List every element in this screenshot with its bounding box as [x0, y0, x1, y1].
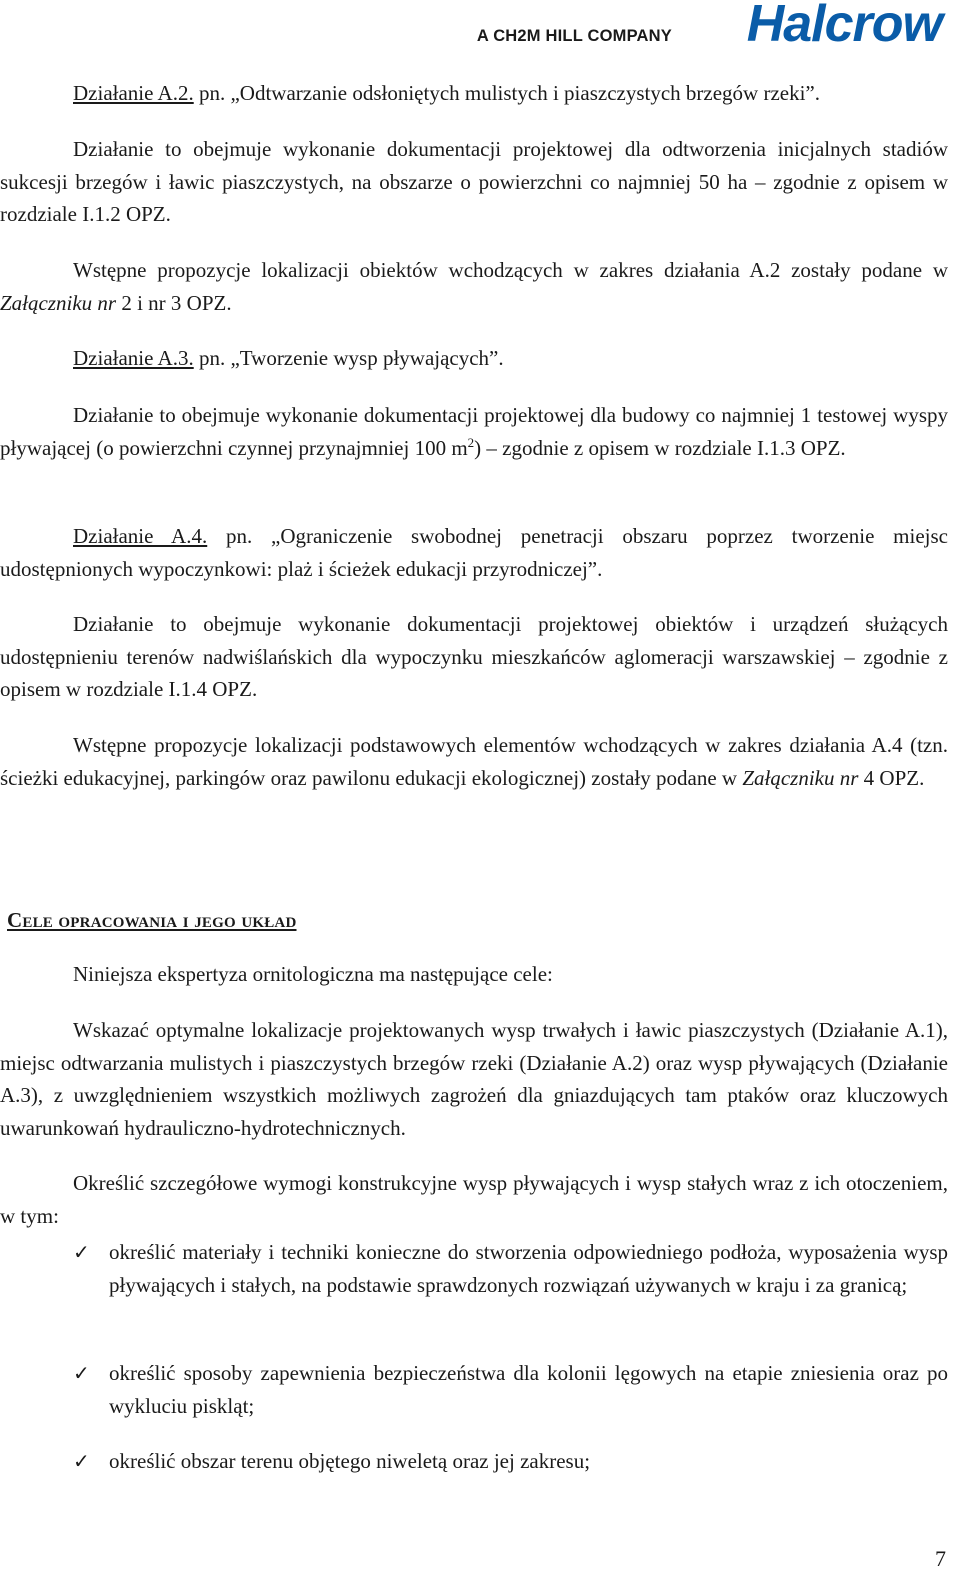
check-mark-icon: ✓ [73, 1361, 90, 1385]
action-a4-description: Działanie to obejmuje wykonanie dokumentacji projektowej obiektów i urządzeń służących udostępnieniu terenów nadwiślańskich dla wypoczynku mieszkańców aglomeracji warszawskiej – zgodnie z opisem w rozdziale I.1.4 OPZ. [0, 612, 948, 701]
halcrow-logo: Halcrow [746, 0, 942, 53]
action-a2-name: pn. „Odtwarzanie odsłoniętych mulistych i piaszczystych brzegów rzeki”. [193, 81, 821, 105]
action-a4-locations: Wstępne propozycje lokalizacji podstawowych elementów wchodzących w zakres działania A.4 (tzn. ścieżki edukacyjnej, parkingów oraz pawilonu edukacji ekologicznej) zostały podane w Załączniku nr 4 OPZ. [0, 733, 948, 790]
action-a4-name: pn. „Ograniczenie swobodnej penetracji obszaru poprzez tworzenie miejsc udostępnionych wypoczynkowi: plaż i ścieżek edukacji przyrodniczej”. [0, 524, 948, 581]
action-a3-description: Działanie to obejmuje wykonanie dokumentacji projektowej dla budowy co najmniej 1 testowej wyspy pływającej (o powierzchni czynnej przynajmniej 100 $m^2$) – zgodnie z opisem w rozdziale I.1.3 OPZ. [0, 403, 948, 460]
list-item-text: określić materiały i techniki konieczne do stworzenia odpowiedniego podłoża, wyposażenia wysp pływających i stałych, na podstawie sprawdzonych rozwiązań używanych w kraju i za granicą; [109, 1240, 948, 1297]
check-mark-icon: ✓ [73, 1240, 90, 1264]
attachment-ref: Załączniku nr [0, 290, 117, 315]
attachment-ref: Załączniku nr [742, 765, 859, 790]
action-a2-title [73, 77, 948, 110]
action-a3-label: Działanie A.3. [73, 346, 194, 370]
check-mark-icon: ✓ [73, 1449, 90, 1473]
action-a2-label: Działanie A.2. [73, 81, 194, 105]
goal-1: Wskazać optymalne lokalizacje projektowanych wysp trwałych i ławic piaszczystych (Działanie A.1), miejsc odtwarzania mulistych i piaszczystych brzegów rzeki (Działanie A.2) oraz wysp pływających (Działanie A.3), z uwzględnieniem wszystkich możliwych zagrożeń dla gniazdujących tam ptaków oraz kluczowych uwarunkowań hydrauliczno-hydrotechnicznych. [0, 1018, 948, 1140]
company-tagline: A CH2M HILL COMPANY [476, 27, 672, 45]
page-header [428, 0, 948, 52]
action-a4-label: Działanie A.4. [73, 524, 208, 548]
action-a4-title [0, 520, 948, 585]
action-a2-description: Działanie to obejmuje wykonanie dokumentacji projektowej dla odtworzenia inicjalnych stadiów sukcesji brzegów i ławic piaszczystych, na obszarze o powierzchni co najmniej 50 ha – zgodnie z opisem w rozdziale I.1.2 OPZ. [0, 137, 948, 226]
page-number: 7 [935, 1546, 946, 1571]
goals-intro: Niniejsza ekspertyza ornitologiczna ma następujące cele: [73, 962, 553, 986]
action-a3-title [73, 342, 948, 375]
list-item-text: określić obszar terenu objętego niweletą oraz jej zakresu; [109, 1449, 591, 1473]
action-a3-name: pn. „Tworzenie wysp pływających”. [193, 346, 504, 370]
goal-2: Określić szczegółowe wymogi konstrukcyjne wysp pływających i wysp stałych wraz z ich otoczeniem, w tym: [0, 1171, 948, 1228]
action-a2-locations: Wstępne propozycje lokalizacji obiektów wchodzących w zakres działania A.2 zostały podane w Załączniku nr 2 i nr 3 OPZ. [0, 258, 948, 315]
list-item-text: określić sposoby zapewnienia bezpieczeństwa dla kolonii lęgowych na etapie zniesienia oraz po wykluciu piskląt; [109, 1361, 948, 1418]
section-heading: Cele opracowania i jego układ [7, 908, 297, 932]
